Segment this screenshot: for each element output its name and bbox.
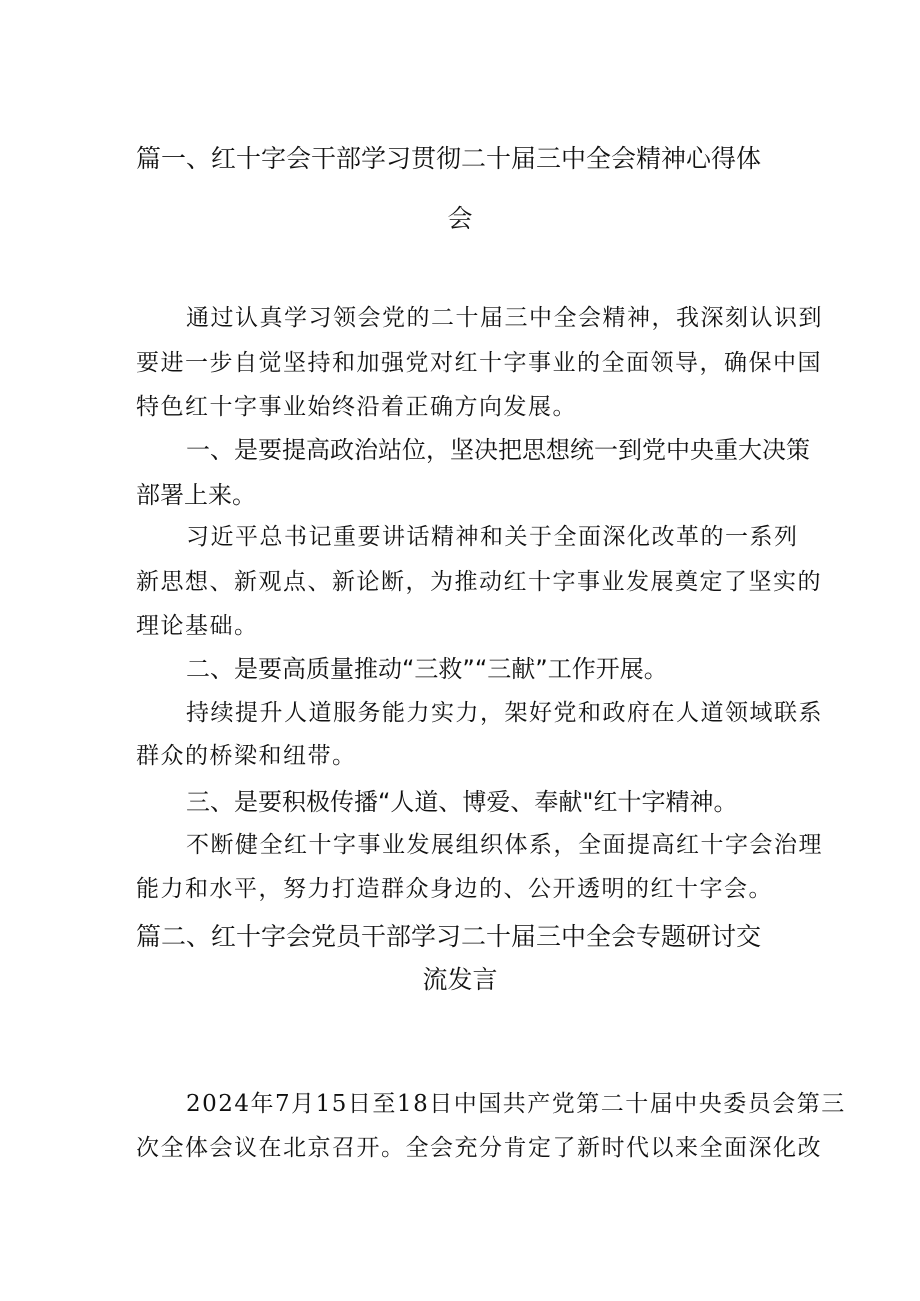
point1-body-line1: 习近平总书记重要讲话精神和关于全面深化改革的一系列 <box>186 524 799 550</box>
point1-heading-line1: 一、是要提高政治站位，坚决把思想统一到党中央重大决策 <box>186 436 810 464</box>
point3-body-line2: 能力和水平，努力打造群众身边的、公开透明的红十字会。 <box>136 876 773 902</box>
section1-title-line2: 会 <box>447 204 473 233</box>
point2-body-line2: 群众的桥梁和纽带。 <box>136 743 357 769</box>
point1-heading-line2: 部署上来。 <box>136 481 256 509</box>
point3-body-line1: 不断健全红十字事业发展组织体系，全面提高红十字会治理 <box>186 832 823 858</box>
section2-title-line2: 流发言 <box>422 965 498 994</box>
point2-heading: 二、是要高质量推动“三救”“三献”工作开展。 <box>186 655 668 683</box>
section2-intro-line1: 2024年7月15日至18日中国共产党第二十届中央委员会第三 <box>186 1091 846 1117</box>
section1-intro-line2: 要进一步自觉坚持和加强党对红十字事业的全面领导，确保中国 <box>136 350 822 376</box>
section2-title-line1: 篇二、红十字会党员干部学习二十届三中全会专题研讨交 <box>136 922 762 951</box>
point2-body-line1: 持续提升人道服务能力实力，架好党和政府在人道领域联系 <box>186 700 823 726</box>
point1-body-line2: 新思想、新观点、新论断，为推动红十字事业发展奠定了坚实的 <box>136 569 822 595</box>
section1-intro-line3: 特色红十字事业始终沿着正确方向发展。 <box>136 394 577 420</box>
section1-intro-line1: 通过认真学习领会党的二十届三中全会精神，我深刻认识到 <box>186 305 823 331</box>
section1-title-line1: 篇一、红十字会干部学习贯彻二十届三中全会精神心得体 <box>136 144 762 173</box>
point3-heading: 三、是要积极传播“人道、博爱、奉献"红十字精神。 <box>186 788 738 816</box>
point1-body-line3: 理论基础。 <box>136 613 259 639</box>
section2-intro-line2: 次全体会议在北京召开。全会充分肯定了新时代以来全面深化改 <box>136 1135 822 1161</box>
